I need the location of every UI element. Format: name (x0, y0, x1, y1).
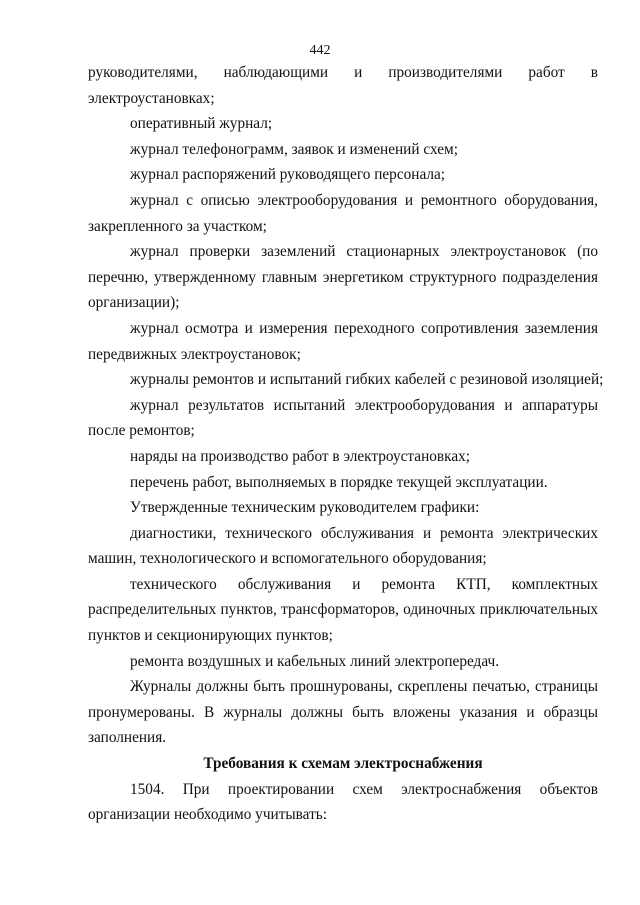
text-line: диагностики, технического обслуживания и ремонта электрических (130, 524, 598, 542)
text-line: 1504. При проектировании схем электроснабжения объектов (130, 780, 598, 798)
text-line: руководителями, наблюдающими и производителями работ в (88, 64, 598, 81)
text-line: организации необходимо учитывать: (88, 806, 327, 824)
text-line: журналы ремонтов и испытаний гибких кабелей с резиновой изоляцией; (130, 371, 604, 389)
text-line: журнал осмотра и измерения переходного сопротивления заземления (130, 319, 598, 337)
text-line: закрепленного за участком; (88, 217, 267, 235)
text-line: передвижных электроустановок; (88, 345, 301, 363)
text-line: Журналы должны быть прошнурованы, скреплены печатью, страницы (130, 678, 598, 696)
text-line: пунктов и секционирующих пунктов; (88, 627, 333, 645)
section-heading: Требования к схемам электроснабжения (203, 755, 483, 773)
page-number: 442 (309, 43, 331, 58)
text-line: организации); (88, 294, 180, 312)
text-line: машин, технологического и вспомогательного оборудования; (88, 550, 487, 568)
text-line: журнал проверки заземлений стационарных электроустановок (по (130, 243, 598, 261)
text-line: оперативный журнал; (130, 115, 273, 133)
text-line: журнал результатов испытаний электрооборудования и аппаратуры (130, 396, 598, 414)
text-line: перечню, утвержденному главным энергетиком структурного подразделения (88, 268, 598, 286)
text-line: электроустановках; (88, 89, 215, 107)
text-line: после ремонтов; (88, 422, 195, 440)
text-line: Утвержденные техническим руководителем графики: (130, 499, 480, 517)
text-line: перечень работ, выполняемых в порядке текущей эксплуатации. (130, 473, 548, 491)
text-line: заполнения. (88, 729, 167, 747)
text-line: журнал с описью электрооборудования и ремонтного оборудования, (130, 191, 598, 209)
text-line: технического обслуживания и ремонта КТП, комплектных (130, 575, 598, 593)
text-line: ремонта воздушных и кабельных линий электропередач. (130, 652, 500, 670)
body-text (88, 60, 604, 828)
text-line: распределительных пунктов, трансформаторов, одиночных приключательных (88, 601, 598, 619)
text-line: журнал распоряжений руководящего персонала; (130, 166, 446, 184)
text-line: пронумерованы. В журналы должны быть вложены указания и образцы (88, 703, 598, 721)
text-line: наряды на производство работ в электроустановках; (130, 447, 471, 465)
text-line: журнал телефонограмм, заявок и изменений схем; (130, 140, 458, 158)
